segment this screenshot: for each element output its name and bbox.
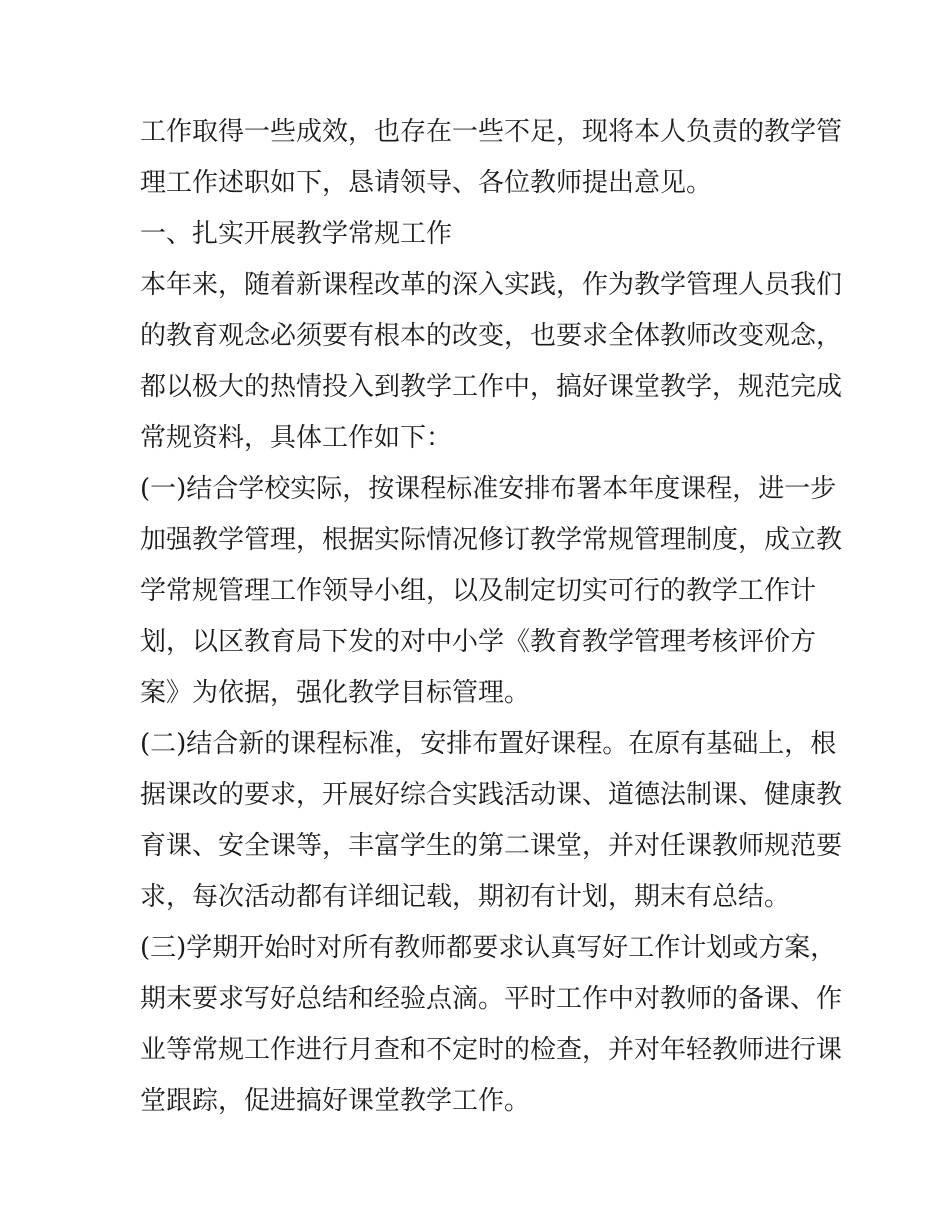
document-body (140, 107, 843, 1127)
text-line: 业等常规工作进行月查和不定时的检查，并对年轻教师进行课 (140, 1035, 843, 1065)
text-line: 的教育观念必须要有根本的改变，也要求全体教师改变观念， (140, 321, 843, 351)
text-line: 工作取得一些成效，也存在一些不足，现将本人负责的教学管 (140, 117, 843, 147)
text-line: (三)学期开始时对所有教师都要求认真写好工作计划或方案， (140, 933, 837, 963)
text-line: (一)结合学校实际，按课程标准安排布署本年度课程，进一步 (140, 474, 837, 504)
text-line: 本年来，随着新课程改革的深入实践，作为教学管理人员我们 (140, 270, 843, 300)
text-line: 理工作述职如下，恳请领导、各位教师提出意见。 (140, 168, 713, 198)
text-line: 堂跟踪，促进搞好课堂教学工作。 (140, 1086, 531, 1116)
section-heading: 一、扎实开展教学常规工作 (140, 219, 453, 249)
text-line: 划，以区教育局下发的对中小学《教育教学管理考核评价方 (140, 627, 817, 657)
text-line: 案》为依据，强化教学目标管理。 (140, 678, 531, 708)
text-line: 育课、安全课等，丰富学生的第二课堂，并对任课教师规范要 (140, 831, 843, 861)
text-line: (二)结合新的课程标准，安排布置好课程。在原有基础上，根 (140, 729, 837, 759)
text-line: 期末要求写好总结和经验点滴。平时工作中对教师的备课、作 (140, 984, 843, 1014)
text-line: 都以极大的热情投入到教学工作中，搞好课堂教学，规范完成 (140, 372, 843, 402)
text-line: 加强教学管理，根据实际情况修订教学常规管理制度，成立教 (140, 525, 843, 555)
text-line: 常规资料，具体工作如下： (140, 423, 453, 453)
text-line: 据课改的要求，开展好综合实践活动课、道德法制课、健康教 (140, 780, 843, 810)
text-line: 学常规管理工作领导小组，以及制定切实可行的教学工作计 (140, 576, 817, 606)
text-line: 求，每次活动都有详细记载，期初有计划，期末有总结。 (140, 882, 791, 912)
